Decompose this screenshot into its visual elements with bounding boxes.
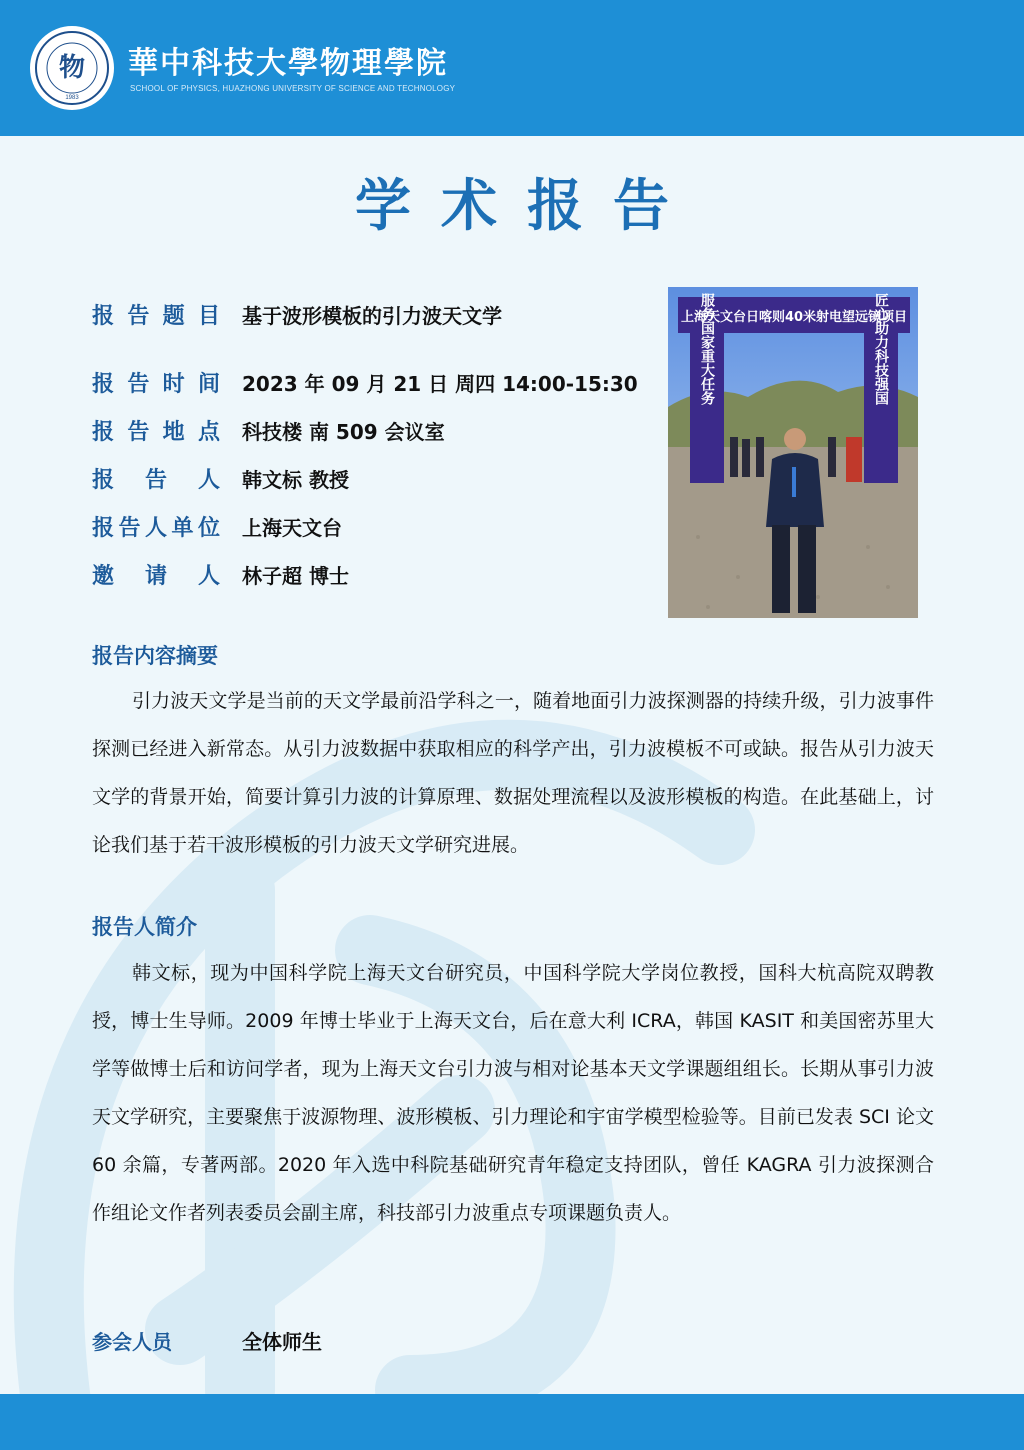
bio-heading: 报告人简介 [92,915,197,939]
place-label: 报 告 地 点 [92,419,220,445]
time-value: 2023 年 09 月 21 日 周四 14:00-15:30 [242,371,638,396]
time-label: 报 告 时 间 [92,371,220,397]
abstract-text: 引力波天文学是当前的天文学最前沿学科之一，随着地面引力波探测器的持续升级，引力波事件探测已经进入新常态。从引力波数据中获取相应的科学产出，引力波模板不可或缺。报告从引力波天文学的背景开始，简要计算引力波的计算原理、数据处理流程以及波形模板的构造。在此基础上，讨论我们基于若干波形模板的引力波天文学研究进展。 [92,690,934,856]
info-row-place [92,414,445,446]
header-bar [0,0,1024,136]
info-row-speaker [92,462,349,494]
school-logo [30,26,114,110]
speaker-value: 韩文标 教授 [242,467,349,492]
abstract-heading: 报告内容摘要 [92,644,218,668]
attendees-label: 参会人员 [92,1330,172,1354]
place-value: 科技楼 南 509 会议室 [242,419,445,444]
affiliation-value: 上海天文台 [242,515,342,540]
info-row-affiliation [92,510,342,542]
topic-value: 基于波形模板的引力波天文学 [242,303,502,328]
speaker-label: 报 告 人 [92,467,220,493]
speaker-photo [668,287,918,618]
logo-year: 1983 [65,95,79,101]
banner-top-text: 上海天文台日喀则40米射电望远镜项目 [680,310,908,325]
info-row-time [92,366,638,398]
topic-label: 报 告 题 目 [92,303,220,329]
footer-bar [0,1394,1024,1450]
svg-text:物: 物 [58,53,86,83]
attendees-value: 全体师生 [242,1330,322,1354]
inviter-value: 林子超 博士 [242,563,349,588]
school-name-en: SCHOOL OF PHYSICS, HUAZHONG UNIVERSITY OF SCIENCE AND TECHNOLOGY [130,84,456,93]
page-title: 学术报告 [355,173,699,239]
affiliation-label: 报 告 人 单 位 [92,515,220,541]
inviter-label: 邀 请 人 [92,563,220,589]
info-row-inviter [92,558,349,590]
info-row-topic [92,298,502,330]
bio-text: 韩文标，现为中国科学院上海天文台研究员，中国科学院大学岗位教授，国科大杭高院双聘教授，博士生导师。2009 年博士毕业于上海天文台，后在意大利 ICRA，韩国 KASIT 和美国密苏里大学等做博士后和访问学者，现为上海天文台引力波与相对论基本天文学课题组组长。长期从事引力波天文学研究，主要聚焦于波源物理、波形模板、引力理论和宇宙学模型检验等。目前已发表 SCI 论文 60 余篇，专著两部。2020 年入选中科院基础研究青年稳定支持团队，曾任 KAGRA 引力波探测合作组论文作者列表委员会副主席，科技部引力波重点专项课题负责人。 [92,962,934,1224]
banner-right-text: 匠心助力科技强国 [873,293,889,405]
school-name: 華中科技大學物理學院 [128,46,448,81]
banner-left-text: 服务国家重大任务 [699,293,715,405]
